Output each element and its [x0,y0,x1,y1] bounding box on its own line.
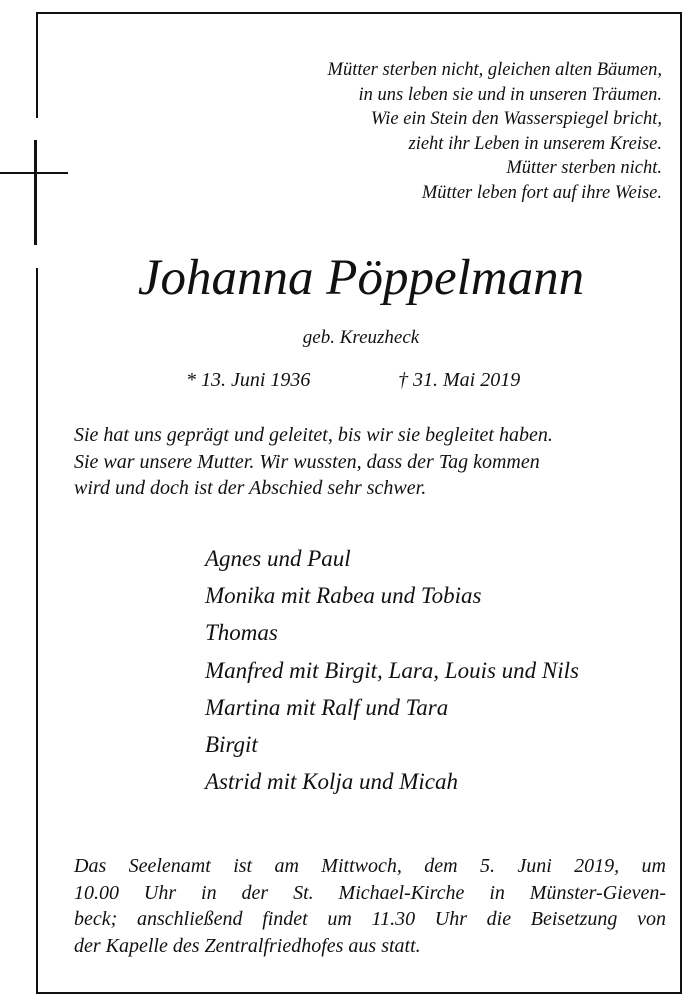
poem-line: Mütter leben fort auf ihre Weise. [421,182,662,203]
deceased-name: Johanna Pöppelmann [137,250,585,306]
poem-line: Wie ein Stein den Wasserspiegel bricht, [370,109,662,130]
poem-line: zieht ihr Leben in unserem Kreise. [408,133,662,154]
poem-line: Mütter sterben nicht. [506,158,662,179]
birth-date: * 13. Juni 1936 [186,369,311,391]
tribute-line: Sie war unsere Mutter. Wir wussten, dass der Tag kommen [74,450,540,473]
mourners-list [205,540,579,800]
tribute-line: wird und doch ist der Abschied sehr schwer. [74,477,427,499]
frame-left-edge-top [36,12,38,118]
mourner-entry: Monika mit Rabea und Tobias [205,583,482,609]
poem-line: Mütter sterben nicht, gleichen alten Bäumen, [327,60,662,80]
service-line: der Kapelle des Zentralfriedhofes aus statt. [74,934,421,957]
service-line: 10.00 Uhr in der St. Michael-Kirche in Münster-Gieven- [74,881,666,904]
frame-left-edge-bottom [36,268,38,994]
poem-line: in uns leben sie und in unseren Träumen. [358,84,662,105]
tribute-text [74,422,666,502]
mourner-entry: Birgit [205,732,258,758]
mourner-entry: Agnes und Paul [205,546,351,571]
cross-icon-vertical [34,140,37,245]
service-line: Das Seelenamt ist am Mittwoch, dem 5. Juni 2019, um [74,855,666,877]
maiden-name: geb. Kreuzheck [302,327,420,348]
mourner-entry: Martina mit Ralf und Tara [205,694,449,720]
mourner-entry: Astrid mit Kolja und Micah [205,769,458,795]
mourner-entry: Thomas [205,620,278,646]
mourner-entry: Manfred mit Birgit, Lara, Louis und Nils [205,657,580,683]
service-line: beck; anschließend findet um 11.30 Uhr die Beisetzung von [74,908,666,930]
tribute-line: Sie hat uns geprägt und geleitet, bis wir sie begleitet haben. [74,424,553,446]
service-info [74,853,666,959]
cross-icon-horizontal [0,172,68,174]
poem [162,58,662,206]
death-date: † 31. Mai 2019 [398,369,521,391]
